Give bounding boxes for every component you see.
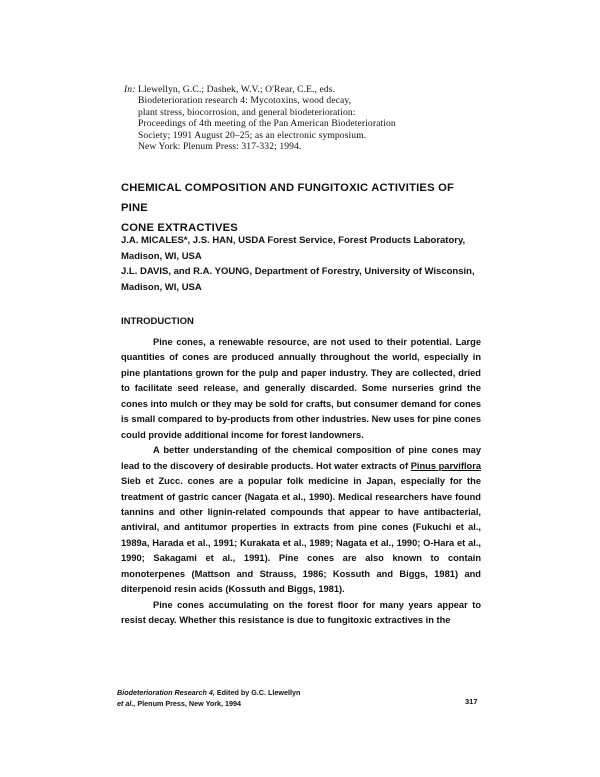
citation-line: plant stress, biocorrosion, and general biodeterioration: [138,106,356,118]
footer-editor: Edited by G.C. Llewellyn [214,688,301,697]
body-text [121,335,481,629]
citation-line: New York: Plenum Press: 317-332; 1994. [138,141,302,153]
author-affiliation: Madison, WI, USA [121,250,202,262]
section-heading: INTRODUCTION [121,316,194,327]
paragraph: Pine cones, a renewable resource, are not used to their potential. Large quantities of cones are produced annually throughout the world, especially in pine plantations grown for the pulp and paper industry. They are collected, dried to facilitate seed release, and generally discarded. Some nurseries grind the cones into mulch or they may be sold for crafts, but consumer demand for cones is small compared to by-products from other industries. New uses for pine cones could provide additional income for forest landowners. [121,337,481,440]
citation-block [124,84,424,152]
paragraph-text: A better understanding of the chemical composition of pine cones may lead to the discovery of desirable products. Hot water extracts of [121,445,481,471]
title-line: CHEMICAL COMPOSITION AND FUNGITOXIC ACTIVITIES OF PINE [121,182,455,214]
footer-etal: et al., [117,698,136,708]
paragraph-text: Sieb et Zucc. cones are a popular folk medicine in Japan, especially for the treatment of gastric cancer (Nagata et al., 1990). Medical researchers have found tannins and other lignin-related compounds that appear to have antibacterial, antiviral, and antitumor properties in extracts from pine cones (Fukuchi et al., 1989a, Harada et al., 1991; Kurakata et al., 1989; Nagata et al., 1990; O-Hara et al., 1990; Sakagami et al., 1991). Pine cones are also known to contain monoterpenes (Mattson and Strauss, 1986; Kossuth and Biggs, 1981) and diterpenoid resin acids (Kossuth and Biggs, 1981). [121,476,481,595]
footer-publisher: Plenum Press, New York, 1994 [135,698,241,708]
title-line: CONE EXTRACTIVES [121,222,238,234]
journal-name: Biodeterioration Research 4, [117,688,215,697]
footer-line [117,688,300,699]
citation-line: Biodeterioration research 4: Mycotoxins, wood decay, [138,95,352,107]
citation-line [124,84,424,95]
author-line: J.L. DAVIS, and R.A. YOUNG, Department of Forestry, University of Wisconsin, [121,266,475,277]
citation-editors: Llewellyn, G.C.; Dashek, W.V.; O'Rear, C.E., eds. [135,84,336,95]
paragraph: Pine cones accumulating on the forest floor for many years appear to resist decay. Whether this resistance is due to fungitoxic extractives in the [121,599,481,626]
author-line: J.A. MICALES*, J.S. HAN, USDA Forest Service, Forest Products Laboratory, [121,235,466,246]
paragraph [121,443,481,598]
species-name: Pinus parviflora [410,460,482,471]
paper-title [121,178,481,238]
citation-line: Society; 1991 August 20–25; as an electronic symposium. [138,129,367,141]
page-number: 317 [465,697,478,706]
footer-citation [117,688,300,709]
citation-line: Proceedings of 4th meeting of the Pan American Biodeterioration [138,118,396,130]
citation-prefix: In: [124,84,136,95]
author-affiliation: Madison, WI, USA [121,281,202,293]
author-block [121,233,491,295]
footer-line [117,699,300,710]
